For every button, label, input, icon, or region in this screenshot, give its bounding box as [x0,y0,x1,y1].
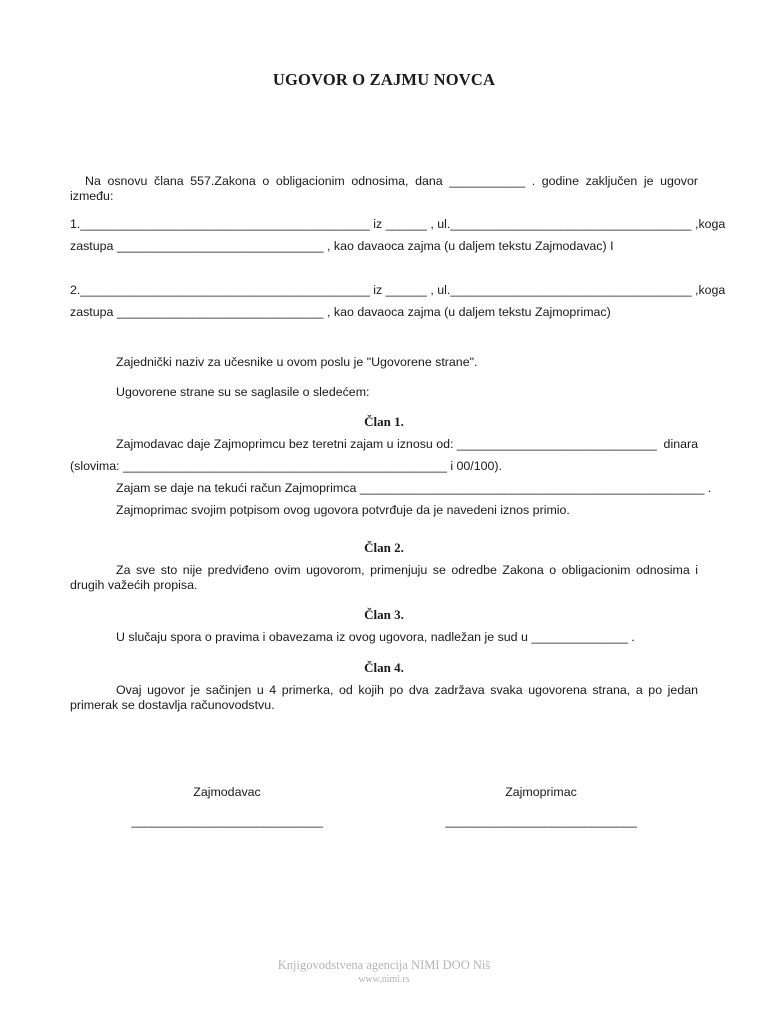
document-title: UGOVOR O ZAJMU NOVCA [272,70,496,89]
party-1 [70,217,726,254]
clan-1-amount-line: Zajmodavac daje Zajmoprimcu bez teretni zajam u iznosu od: _____________________________ [116,437,657,451]
intro-line-1: Na osnovu člana 557.Zakona o obligacionim odnosima, dana ___________ . godine zaključen je ugovor [85,174,698,188]
party-2-name-field: 2.__________________________________________ iz ______ , ul.___________________________________ , [70,283,699,297]
borrower-signature-label: Zajmoprimac [505,785,577,799]
clan-1-confirmation: Zajmoprimac svojim potpisom ovog ugovora potvrđuje da je navedeni iznos primio. [116,503,570,517]
party-1-representative: zastupa ______________________________ , kao davaoca zajma (u daljem tekstu Zajmodavac) I [70,239,614,253]
clan-3-text: U slučaju spora o pravima i obavezama iz ovog ugovora, nadležan je sud u ______________ . [116,630,635,644]
clan-2-heading: Član 2. [364,540,404,555]
borrower-signature-line: _____________________________ [445,814,637,828]
party-1-name-field: 1.__________________________________________ iz ______ , ul.___________________________________ , [70,217,699,231]
agreed-text: Ugovorene strane su se saglasile o sledećem: [116,385,370,399]
lender-signature-line: _____________________________ [131,814,323,828]
footer-company: Knjigovodstvena agencija NIMI DOO Niš [277,958,491,972]
clan-2-line-2: drugih važećih propisa. [70,578,198,592]
clan-1-body [70,437,712,518]
clan-1-dinara: dinara [663,437,698,451]
common-name-text: Zajednički naziv za učesnike u ovom poslu je "Ugovorene strane". [116,355,478,369]
lender-signature-label: Zajmodavac [193,785,261,799]
clan-4-heading: Član 4. [364,660,404,675]
clan-1-heading: Član 1. [364,414,404,429]
clan-1-account: Zajam se daje na tekući račun Zajmoprimca __________________________________________________ . [116,481,712,495]
clan-2-line-1: Za sve sto nije predviđeno ovim ugovorom, primenjuju se odredbe Zakona o obligacionim odnosima i [116,563,698,577]
clan-3-heading: Član 3. [364,607,404,622]
clan-3-body [70,630,698,645]
clan-2-body [70,563,698,593]
party-2-koga: koga [698,283,726,297]
intro-line-2: između: [70,189,114,203]
clan-1-slovima: (slovima: _______________________________________________ i 00/100). [70,459,502,473]
footer-website: www.nimi.rs [358,974,410,985]
clan-4-body [70,683,698,713]
party-2 [70,283,726,320]
party-2-representative: zastupa ______________________________ , kao davaoca zajma (u daljem tekstu Zajmoprimac) [70,305,611,319]
intro-paragraph [70,174,698,204]
clan-4-line-1: Ovaj ugovor je sačinjen u 4 primerka, od kojih po dva zadržava svaka ugovorena strana, a po jedan [116,683,698,697]
clan-4-line-2: primerak se dostavlja računovodstvu. [70,698,275,712]
party-1-koga: koga [698,217,726,231]
